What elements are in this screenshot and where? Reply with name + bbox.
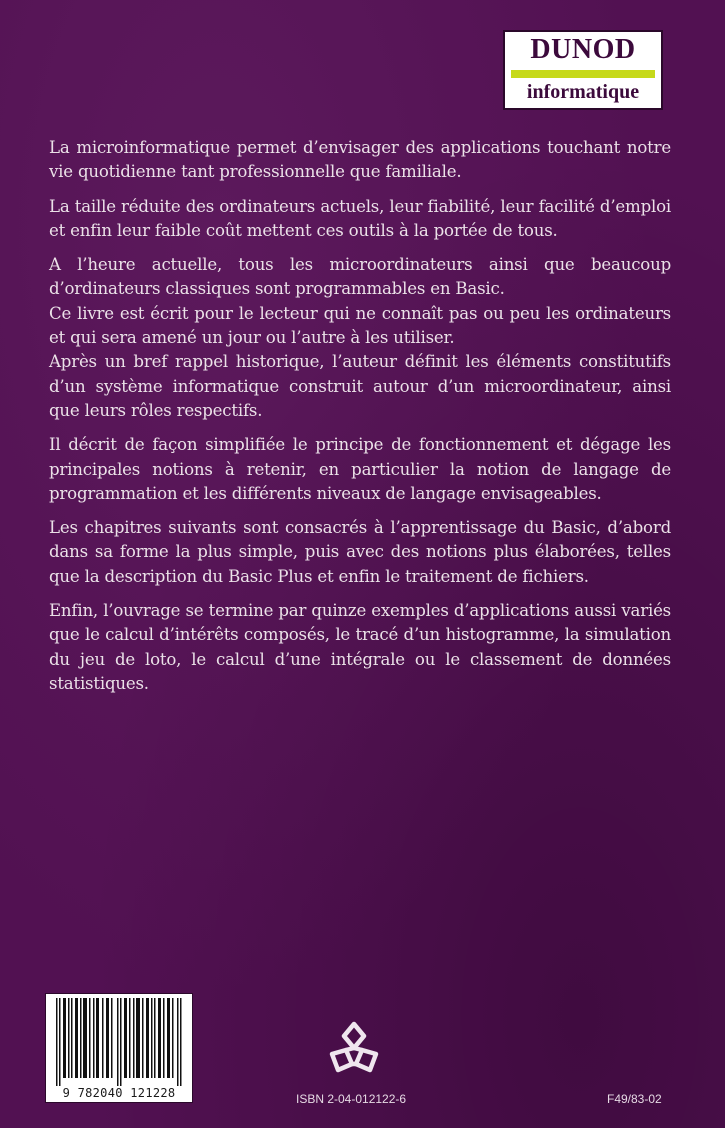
blurb-paragraph-6: Il décrit de façon simplifiée le principe de fonctionnement et dégage les principales notions à retenir, en particulier la notion de langage de programmation et les différents niveaux de langage envisageables. — [49, 435, 671, 503]
blurb-paragraph-7: Les chapitres suivants sont consacrés à l’apprentissage du Basic, d’abord dans sa forme la plus simple, puis avec des notions plus élaborées, telles que la description du Basic Plus et enfin le traitement de fichiers. — [49, 518, 671, 586]
blurb-paragraph-8: Enfin, l’ouvrage se termine par quinze exemples d’applications aussi variés que le calcul d’intérêts composés, le tracé d’un histogramme, la simulation du jeu de loto, le calcul d’une intégrale ou le classement de données statistiques. — [49, 601, 671, 693]
publisher-logo — [503, 30, 663, 110]
logo-stripe — [511, 70, 655, 78]
catalog-reference: F49/83-02 — [607, 1092, 662, 1106]
blurb-paragraph-1: La microinformatique permet d’envisager des applications touchant notre vie quotidienne tant professionnelle que familiale. — [49, 138, 671, 182]
collection-name: informatique — [526, 81, 640, 103]
barcode-bars — [56, 998, 184, 1086]
publisher-name: DUNOD — [530, 34, 636, 65]
blurb — [49, 136, 671, 706]
isbn: ISBN 2-04-012122-6 — [296, 1092, 407, 1106]
publisher-emblem-icon — [326, 1020, 382, 1084]
barcode — [45, 993, 193, 1103]
blurb-paragraph-3: A l’heure actuelle, tous les microordinateurs ainsi que beaucoup d’ordinateurs classiques sont programmables en Basic. — [49, 255, 671, 299]
blurb-paragraph-2: La taille réduite des ordinateurs actuels, leur fiabilité, leur facilité d’emploi et enfin leur faible coût mettent ces outils à la portée de tous. — [49, 196, 671, 240]
blurb-paragraph-5: Après un bref rappel historique, l’auteur définit les éléments constitutifs d’un système informatique construit autour d’un microordinateur, ainsi que leurs rôles respectifs. — [49, 352, 671, 420]
barcode-digits: 9 782040 121228 — [62, 1086, 176, 1100]
blurb-paragraph-4: Ce livre est écrit pour le lecteur qui ne connaît pas ou peu les ordinateurs et qui sera amené un jour ou l’autre à les utiliser. — [49, 303, 671, 348]
